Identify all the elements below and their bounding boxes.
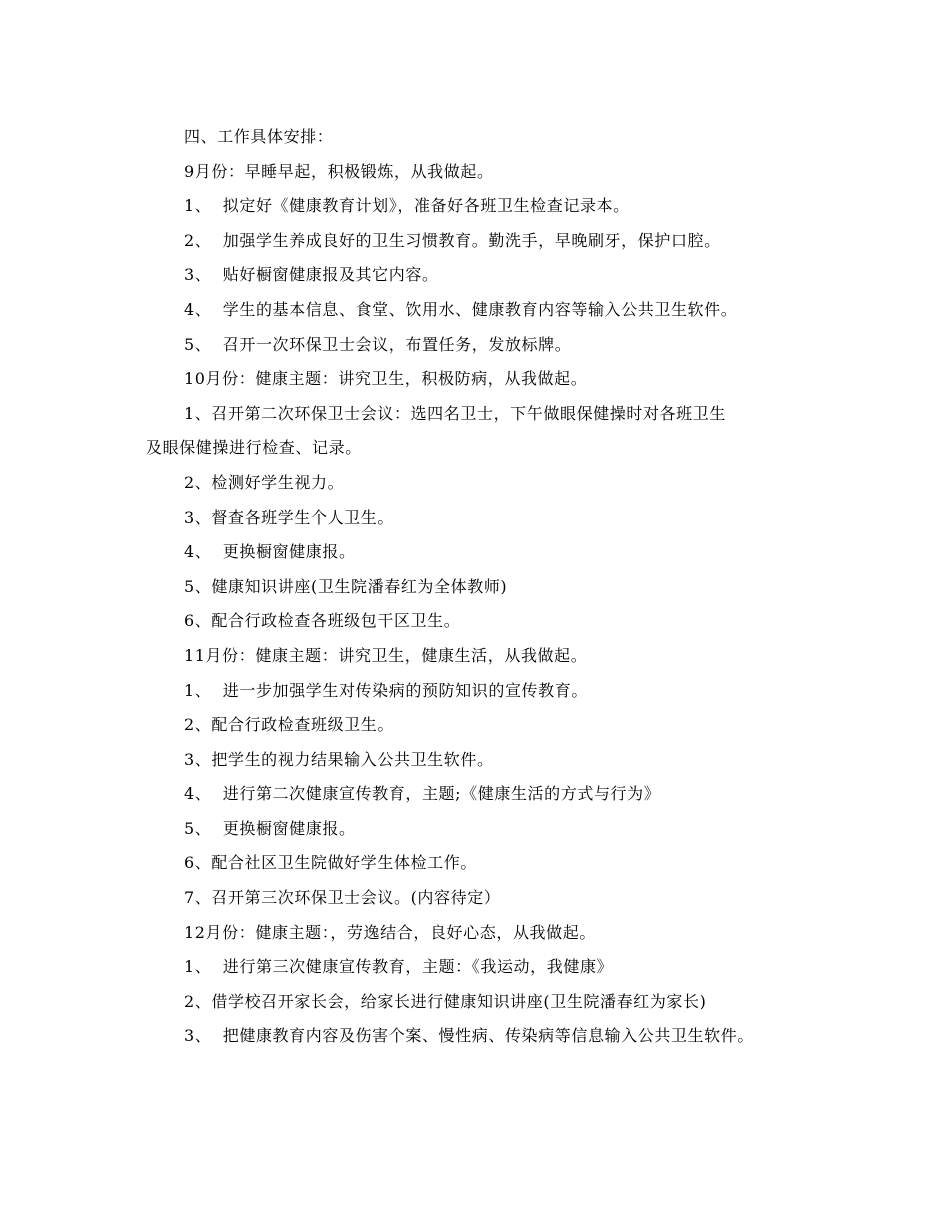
text-line: 2、 加强学生养成良好的卫生习惯教育。勤洗手，早晚刷牙，保护口腔。 [184,230,721,250]
text-line: 4、 学生的基本信息、食堂、饮用水、健康教育内容等输入公共卫生软件。 [184,299,738,319]
text-line: 9月份：早睡早起，积极锻炼，从我做起。 [184,161,494,181]
text-line: 2、检测好学生视力。 [184,472,345,492]
text-line: 3、 把健康教育内容及伤害个案、慢性病、传染病等信息输入公共卫生软件。 [184,1026,754,1046]
text-line: 2、配合行政检查班级卫生。 [184,715,394,735]
text-line: 2、借学校召开家长会，给家长进行健康知识讲座(卫生院潘春红为家长) [184,991,707,1011]
text-line: 1、 拟定好《健康教育计划》，准备好各班卫生检查记录本。 [184,196,630,216]
text-line: 3、把学生的视力结果输入公共卫生软件。 [184,749,494,769]
text-line: 四、工作具体安排： [184,127,334,146]
text-line: 10月份：健康主题：讲究卫生，积极防病，从我做起。 [184,369,588,389]
text-line: 4、 进行第二次健康宣传教育，主题;《健康生活的方式与行为》 [184,784,661,804]
text-line: 1、 进行第三次健康宣传教育，主题：《我运动，我健康》 [184,957,614,977]
text-line: 及眼保健操进行检查、记录。 [146,438,362,458]
text-line: 5、健康知识讲座(卫生院潘春红为全体教师) [184,576,508,596]
text-line: 5、 更换橱窗健康报。 [184,818,356,838]
text-line: 1、召开第二次环保卫士会议：选四名卫士，下午做眼保健操时对各班卫生 [184,403,726,423]
document-body [146,120,846,1054]
text-line: 12月份：健康主题：，劳逸结合，良好心态，从我做起。 [184,922,596,942]
text-line: 7、召开第三次环保卫士会议。(内容待定） [184,888,501,908]
text-line: 3、督查各班学生个人卫生。 [184,507,394,527]
text-line: 11月份：健康主题：讲究卫生，健康生活，从我做起。 [184,645,588,665]
text-line: 5、 召开一次环保卫士会议，布置任务，发放标牌。 [184,334,572,354]
text-line: 6、配合社区卫生院做好学生体检工作。 [184,853,477,873]
text-line: 4、 更换橱窗健康报。 [184,542,356,562]
text-line: 1、 进一步加强学生对传染病的预防知识的宣传教育。 [184,680,588,700]
text-line: 6、配合行政检查各班级包干区卫生。 [184,611,461,631]
text-line: 3、 贴好橱窗健康报及其它内容。 [184,265,439,285]
